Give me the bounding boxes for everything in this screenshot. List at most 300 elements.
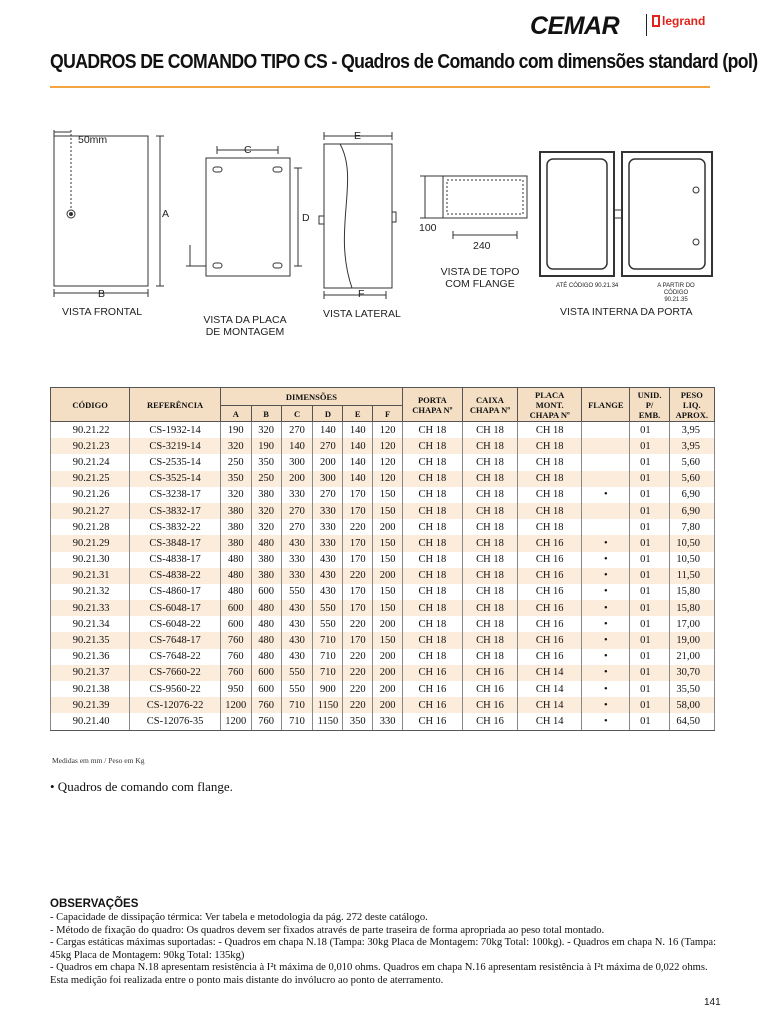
table-row — [51, 487, 715, 503]
cell-dim-d: 200 — [313, 454, 343, 470]
table-row — [51, 616, 715, 632]
cell-unid: 01 — [630, 665, 669, 681]
cell-dim-f: 150 — [373, 535, 403, 551]
cell-dim-a: 380 — [220, 535, 251, 551]
cell-porta: CH 18 — [403, 535, 463, 551]
cell-codigo: 90.21.35 — [51, 632, 130, 648]
cell-dim-d: 330 — [313, 535, 343, 551]
cell-dim-a: 1200 — [220, 713, 251, 730]
cell-dim-f: 200 — [373, 665, 403, 681]
cell-dim-a: 760 — [220, 632, 251, 648]
cell-dim-f: 150 — [373, 600, 403, 616]
cell-dim-a: 600 — [220, 600, 251, 616]
cell-peso: 15,80 — [669, 584, 714, 600]
header-dimensoes: DIMENSÕES — [220, 388, 402, 406]
cell-dim-e: 220 — [343, 568, 373, 584]
cell-porta: CH 18 — [403, 454, 463, 470]
observacoes-list — [50, 912, 718, 988]
cell-placa: CH 16 — [518, 649, 582, 665]
cell-codigo: 90.21.27 — [51, 503, 130, 519]
cell-dim-d: 550 — [313, 616, 343, 632]
cell-dim-e: 220 — [343, 519, 373, 535]
cell-placa: CH 18 — [518, 471, 582, 487]
cell-dim-c: 330 — [281, 552, 313, 568]
page-number: 141 — [704, 997, 721, 1008]
cell-dim-e: 350 — [343, 713, 373, 730]
cell-dim-a: 600 — [220, 616, 251, 632]
cell-peso: 17,00 — [669, 616, 714, 632]
cell-flange — [582, 503, 630, 519]
cell-referencia: CS-3219-14 — [130, 438, 221, 454]
header-unid: UNID. P/ EMB. — [630, 388, 669, 422]
cell-dim-b: 480 — [251, 616, 281, 632]
cell-unid: 01 — [630, 632, 669, 648]
cell-referencia: CS-2535-14 — [130, 454, 221, 470]
cell-dim-a: 350 — [220, 471, 251, 487]
cell-dim-b: 600 — [251, 665, 281, 681]
cell-codigo: 90.21.24 — [51, 454, 130, 470]
cell-peso: 35,50 — [669, 681, 714, 697]
cell-dim-d: 270 — [313, 487, 343, 503]
cell-placa: CH 14 — [518, 697, 582, 713]
dim-d-label: D — [302, 212, 310, 224]
cell-dim-e: 170 — [343, 600, 373, 616]
cell-unid: 01 — [630, 422, 669, 439]
vista-topo-label — [430, 266, 530, 290]
cell-peso: 15,80 — [669, 600, 714, 616]
vista-lateral-label: VISTA LATERAL — [323, 308, 401, 320]
cell-dim-e: 170 — [343, 552, 373, 568]
table-row — [51, 697, 715, 713]
cell-referencia: CS-12076-22 — [130, 697, 221, 713]
cell-dim-a: 760 — [220, 649, 251, 665]
mounting-plate-outline — [206, 158, 290, 276]
cell-codigo: 90.21.29 — [51, 535, 130, 551]
cell-caixa: CH 18 — [462, 568, 518, 584]
cell-dim-f: 150 — [373, 632, 403, 648]
cell-placa: CH 16 — [518, 632, 582, 648]
cell-unid: 01 — [630, 503, 669, 519]
caption-a-partir — [646, 283, 706, 304]
legrand-logo — [652, 14, 705, 28]
dim-b-label: B — [98, 288, 106, 300]
header-dim-e: E — [343, 406, 373, 422]
cell-dim-e: 140 — [343, 438, 373, 454]
cell-codigo: 90.21.26 — [51, 487, 130, 503]
cell-peso: 5,60 — [669, 454, 714, 470]
cell-dim-b: 480 — [251, 649, 281, 665]
cell-dim-d: 1150 — [313, 697, 343, 713]
cell-dim-f: 150 — [373, 584, 403, 600]
cell-peso: 3,95 — [669, 438, 714, 454]
header-codigo: CÓDIGO — [51, 388, 130, 422]
cell-referencia: CS-4838-22 — [130, 568, 221, 584]
cell-peso: 10,50 — [669, 552, 714, 568]
cell-unid: 01 — [630, 600, 669, 616]
vista-placa-line1: VISTA DA PLACA — [203, 314, 287, 326]
table-row — [51, 519, 715, 535]
table-row — [51, 503, 715, 519]
cell-referencia: CS-7648-17 — [130, 632, 221, 648]
title-underline — [50, 86, 710, 88]
cell-dim-f: 120 — [373, 422, 403, 439]
cell-caixa: CH 18 — [462, 584, 518, 600]
top-view-outline — [443, 176, 527, 218]
door-interior-right — [622, 152, 712, 276]
cell-placa: CH 18 — [518, 422, 582, 439]
dim-a-label: A — [162, 208, 170, 220]
cell-dim-c: 430 — [281, 535, 313, 551]
dim-100-label: 100 — [419, 222, 437, 234]
cell-referencia: CS-3238-17 — [130, 487, 221, 503]
technical-drawings — [40, 120, 720, 370]
cell-flange: • — [582, 568, 630, 584]
cell-dim-c: 430 — [281, 616, 313, 632]
cell-dim-a: 760 — [220, 665, 251, 681]
cell-dim-e: 140 — [343, 422, 373, 439]
legrand-mark-icon — [652, 15, 660, 27]
cell-flange: • — [582, 616, 630, 632]
cell-porta: CH 16 — [403, 713, 463, 730]
cell-unid: 01 — [630, 616, 669, 632]
cell-referencia: CS-6048-22 — [130, 616, 221, 632]
observacao-item: - Capacidade de dissipação térmica: Ver tabela e metodologia da pág. 272 deste catálogo. — [50, 912, 428, 923]
cell-peso: 19,00 — [669, 632, 714, 648]
lateral-break-line — [340, 144, 352, 288]
cell-dim-b: 760 — [251, 713, 281, 730]
cell-dim-b: 320 — [251, 422, 281, 439]
table-row — [51, 471, 715, 487]
cell-dim-c: 270 — [281, 519, 313, 535]
cell-codigo: 90.21.28 — [51, 519, 130, 535]
table-row — [51, 438, 715, 454]
cell-codigo: 90.21.33 — [51, 600, 130, 616]
header-dim-b: B — [251, 406, 281, 422]
header-dim-c: C — [281, 406, 313, 422]
cell-dim-c: 330 — [281, 487, 313, 503]
cell-caixa: CH 18 — [462, 649, 518, 665]
cell-codigo: 90.21.32 — [51, 584, 130, 600]
cell-dim-a: 320 — [220, 487, 251, 503]
flange-note: • Quadros de comando com flange. — [50, 779, 233, 794]
cell-unid: 01 — [630, 681, 669, 697]
cell-placa: CH 18 — [518, 438, 582, 454]
cell-dim-b: 190 — [251, 438, 281, 454]
header-porta: PORTA CHAPA Nº — [403, 388, 463, 422]
cell-placa: CH 18 — [518, 503, 582, 519]
table-row — [51, 713, 715, 730]
vista-topo-line1: VISTA DE TOPO — [440, 266, 520, 278]
cell-peso: 30,70 — [669, 665, 714, 681]
dim-50mm-label: 50mm — [78, 134, 108, 146]
cell-placa: CH 18 — [518, 519, 582, 535]
cell-dim-d: 140 — [313, 422, 343, 439]
page-title: QUADROS DE COMANDO TIPO CS - Quadros de Comando com dimensões standard (pol) — [50, 50, 758, 73]
cell-dim-b: 760 — [251, 697, 281, 713]
cell-dim-c: 300 — [281, 454, 313, 470]
observacoes-title: OBSERVAÇÕES — [50, 898, 139, 910]
cell-dim-d: 430 — [313, 552, 343, 568]
header-flange: FLANGE — [582, 388, 630, 422]
cell-dim-d: 1150 — [313, 713, 343, 730]
cell-dim-a: 320 — [220, 438, 251, 454]
cell-flange — [582, 454, 630, 470]
cell-porta: CH 18 — [403, 649, 463, 665]
cell-caixa: CH 18 — [462, 632, 518, 648]
cell-caixa: CH 18 — [462, 471, 518, 487]
cell-dim-c: 270 — [281, 422, 313, 439]
cell-unid: 01 — [630, 438, 669, 454]
cell-dim-d: 430 — [313, 568, 343, 584]
cell-referencia: CS-7660-22 — [130, 665, 221, 681]
cell-dim-a: 190 — [220, 422, 251, 439]
cell-dim-c: 550 — [281, 681, 313, 697]
dim-c-label: C — [244, 144, 252, 156]
cell-dim-c: 710 — [281, 697, 313, 713]
cell-flange — [582, 471, 630, 487]
observacao-item: - Quadros em chapa N.18 apresentam resistência à I²t máxima de 0,010 ohms. Quadros em chapa N.16 apresentam resistência à I²t máxima de 0,022 ohms. Esta medição foi realizada entre o ponto mais distante do invólucro ao ponto de aterramento. — [50, 962, 708, 986]
cell-dim-d: 900 — [313, 681, 343, 697]
observacao-item: - Cargas estáticas máximas suportadas: - Quadros em chapa N.18 (Tampa: 30kg Placa de Montagem: 70kg Total: 100kg). - Quadros em chapa N. 16 (Tampa: 45kg Placa de Montagem: 90kg Total: 135kg) — [50, 937, 717, 961]
cell-caixa: CH 18 — [462, 616, 518, 632]
cell-dim-c: 550 — [281, 584, 313, 600]
cell-placa: CH 16 — [518, 535, 582, 551]
cell-dim-f: 200 — [373, 649, 403, 665]
cell-dim-f: 200 — [373, 568, 403, 584]
vista-placa-line2: DE MONTAGEM — [205, 326, 285, 338]
cell-placa: CH 16 — [518, 584, 582, 600]
cell-caixa: CH 18 — [462, 438, 518, 454]
cell-porta: CH 18 — [403, 519, 463, 535]
cell-dim-e: 170 — [343, 487, 373, 503]
cell-flange: • — [582, 552, 630, 568]
cell-porta: CH 18 — [403, 438, 463, 454]
cell-caixa: CH 18 — [462, 422, 518, 439]
header-dim-a: A — [220, 406, 251, 422]
cell-placa: CH 14 — [518, 665, 582, 681]
cell-caixa: CH 18 — [462, 552, 518, 568]
cell-dim-e: 220 — [343, 697, 373, 713]
table-row — [51, 422, 715, 439]
cell-dim-a: 480 — [220, 568, 251, 584]
cell-dim-c: 430 — [281, 600, 313, 616]
cell-dim-f: 120 — [373, 454, 403, 470]
cell-dim-d: 300 — [313, 471, 343, 487]
cell-referencia: CS-4860-17 — [130, 584, 221, 600]
cell-codigo: 90.21.38 — [51, 681, 130, 697]
cell-dim-d: 430 — [313, 584, 343, 600]
cell-placa: CH 14 — [518, 681, 582, 697]
cell-unid: 01 — [630, 471, 669, 487]
cell-peso: 5,60 — [669, 471, 714, 487]
logo-divider — [646, 14, 647, 36]
cell-unid: 01 — [630, 552, 669, 568]
cell-dim-c: 550 — [281, 665, 313, 681]
vista-topo-line2: COM FLANGE — [445, 278, 515, 290]
cell-dim-f: 120 — [373, 438, 403, 454]
cell-dim-f: 200 — [373, 697, 403, 713]
table-row — [51, 600, 715, 616]
cell-dim-c: 710 — [281, 713, 313, 730]
cell-porta: CH 16 — [403, 697, 463, 713]
cell-referencia: CS-1932-14 — [130, 422, 221, 439]
cell-dim-d: 270 — [313, 438, 343, 454]
cell-peso: 58,00 — [669, 697, 714, 713]
cell-porta: CH 18 — [403, 632, 463, 648]
cell-dim-e: 170 — [343, 584, 373, 600]
cell-placa: CH 16 — [518, 616, 582, 632]
cell-dim-e: 140 — [343, 454, 373, 470]
cell-codigo: 90.21.34 — [51, 616, 130, 632]
cemar-logo: CEMAR — [530, 12, 620, 40]
cell-flange: • — [582, 600, 630, 616]
cell-porta: CH 16 — [403, 665, 463, 681]
cell-dim-b: 380 — [251, 552, 281, 568]
cell-unid: 01 — [630, 535, 669, 551]
cell-dim-a: 380 — [220, 503, 251, 519]
cell-dim-c: 200 — [281, 471, 313, 487]
cell-codigo: 90.21.36 — [51, 649, 130, 665]
cell-codigo: 90.21.25 — [51, 471, 130, 487]
cell-caixa: CH 18 — [462, 600, 518, 616]
cell-codigo: 90.21.23 — [51, 438, 130, 454]
cell-porta: CH 18 — [403, 471, 463, 487]
units-note: Medidas em mm / Peso em Kg — [52, 756, 145, 765]
cell-dim-a: 380 — [220, 519, 251, 535]
cell-dim-d: 710 — [313, 649, 343, 665]
cell-placa: CH 18 — [518, 487, 582, 503]
caption-ate-codigo: ATÉ CÓDIGO 90.21.34 — [556, 283, 619, 289]
cell-referencia: CS-3525-14 — [130, 471, 221, 487]
cell-placa: CH 16 — [518, 552, 582, 568]
cell-placa: CH 16 — [518, 568, 582, 584]
cell-dim-d: 710 — [313, 665, 343, 681]
cell-unid: 01 — [630, 649, 669, 665]
cell-dim-e: 220 — [343, 649, 373, 665]
cell-porta: CH 18 — [403, 503, 463, 519]
cell-peso: 64,50 — [669, 713, 714, 730]
header-peso: PESO LIQ. APROX. — [669, 388, 714, 422]
cell-referencia: CS-9560-22 — [130, 681, 221, 697]
cell-referencia: CS-7648-22 — [130, 649, 221, 665]
cell-dim-f: 150 — [373, 503, 403, 519]
cell-dim-b: 320 — [251, 503, 281, 519]
dim-e-label: E — [354, 130, 362, 142]
cell-peso: 7,80 — [669, 519, 714, 535]
spec-table-body — [51, 422, 715, 731]
cell-dim-b: 480 — [251, 632, 281, 648]
cell-dim-d: 550 — [313, 600, 343, 616]
cell-referencia: CS-4838-17 — [130, 552, 221, 568]
cell-flange: • — [582, 584, 630, 600]
cell-dim-f: 150 — [373, 552, 403, 568]
cell-unid: 01 — [630, 697, 669, 713]
cell-caixa: CH 16 — [462, 681, 518, 697]
cell-unid: 01 — [630, 568, 669, 584]
vista-frontal-label: VISTA FRONTAL — [62, 306, 143, 318]
cell-peso: 6,90 — [669, 487, 714, 503]
cell-dim-e: 220 — [343, 681, 373, 697]
cell-dim-b: 480 — [251, 535, 281, 551]
cell-dim-a: 1200 — [220, 697, 251, 713]
cell-peso: 10,50 — [669, 535, 714, 551]
header-caixa: CAIXA CHAPA Nº — [462, 388, 518, 422]
cell-referencia: CS-6048-17 — [130, 600, 221, 616]
cell-dim-f: 120 — [373, 471, 403, 487]
cell-caixa: CH 18 — [462, 503, 518, 519]
cell-unid: 01 — [630, 713, 669, 730]
caption-a-partir-line1: A PARTIR DO CÓDIGO — [657, 283, 695, 296]
cell-flange: • — [582, 632, 630, 648]
cell-caixa: CH 18 — [462, 535, 518, 551]
cell-dim-c: 330 — [281, 568, 313, 584]
cell-porta: CH 18 — [403, 422, 463, 439]
cell-peso: 21,00 — [669, 649, 714, 665]
spec-table — [50, 387, 715, 731]
cell-unid: 01 — [630, 519, 669, 535]
header-dim-f: F — [373, 406, 403, 422]
table-row — [51, 632, 715, 648]
cell-dim-e: 170 — [343, 535, 373, 551]
cell-placa: CH 16 — [518, 600, 582, 616]
table-row — [51, 681, 715, 697]
drawings-svg — [40, 120, 720, 370]
cell-dim-e: 220 — [343, 616, 373, 632]
cell-caixa: CH 18 — [462, 487, 518, 503]
cell-dim-d: 710 — [313, 632, 343, 648]
cell-dim-a: 250 — [220, 454, 251, 470]
cell-codigo: 90.21.37 — [51, 665, 130, 681]
caption-a-partir-line2: 90.21.35 — [664, 297, 688, 303]
cell-placa: CH 14 — [518, 713, 582, 730]
cell-dim-a: 480 — [220, 584, 251, 600]
cell-peso: 6,90 — [669, 503, 714, 519]
cell-dim-d: 330 — [313, 519, 343, 535]
table-row — [51, 568, 715, 584]
cell-flange: • — [582, 535, 630, 551]
cell-dim-a: 480 — [220, 552, 251, 568]
cell-dim-c: 430 — [281, 632, 313, 648]
cell-dim-a: 950 — [220, 681, 251, 697]
cell-dim-b: 380 — [251, 568, 281, 584]
header-placa: PLACA MONT. CHAPA Nº — [518, 388, 582, 422]
cell-flange — [582, 438, 630, 454]
cell-dim-f: 200 — [373, 681, 403, 697]
cell-dim-d: 330 — [313, 503, 343, 519]
cell-codigo: 90.21.40 — [51, 713, 130, 730]
vista-interna-label: VISTA INTERNA DA PORTA — [560, 306, 693, 318]
cell-caixa: CH 16 — [462, 665, 518, 681]
cell-dim-e: 220 — [343, 665, 373, 681]
cell-porta: CH 18 — [403, 552, 463, 568]
cell-flange — [582, 519, 630, 535]
cell-porta: CH 18 — [403, 568, 463, 584]
table-row — [51, 454, 715, 470]
vista-placa-label — [200, 314, 290, 338]
table-row — [51, 649, 715, 665]
cell-dim-b: 380 — [251, 487, 281, 503]
header-dim-d: D — [313, 406, 343, 422]
cell-codigo: 90.21.39 — [51, 697, 130, 713]
cell-dim-c: 140 — [281, 438, 313, 454]
cell-flange — [582, 422, 630, 439]
cell-dim-f: 330 — [373, 713, 403, 730]
legrand-wordmark: legrand — [662, 14, 706, 28]
cell-dim-c: 270 — [281, 503, 313, 519]
cell-dim-b: 600 — [251, 681, 281, 697]
cell-codigo: 90.21.22 — [51, 422, 130, 439]
cell-peso: 3,95 — [669, 422, 714, 439]
